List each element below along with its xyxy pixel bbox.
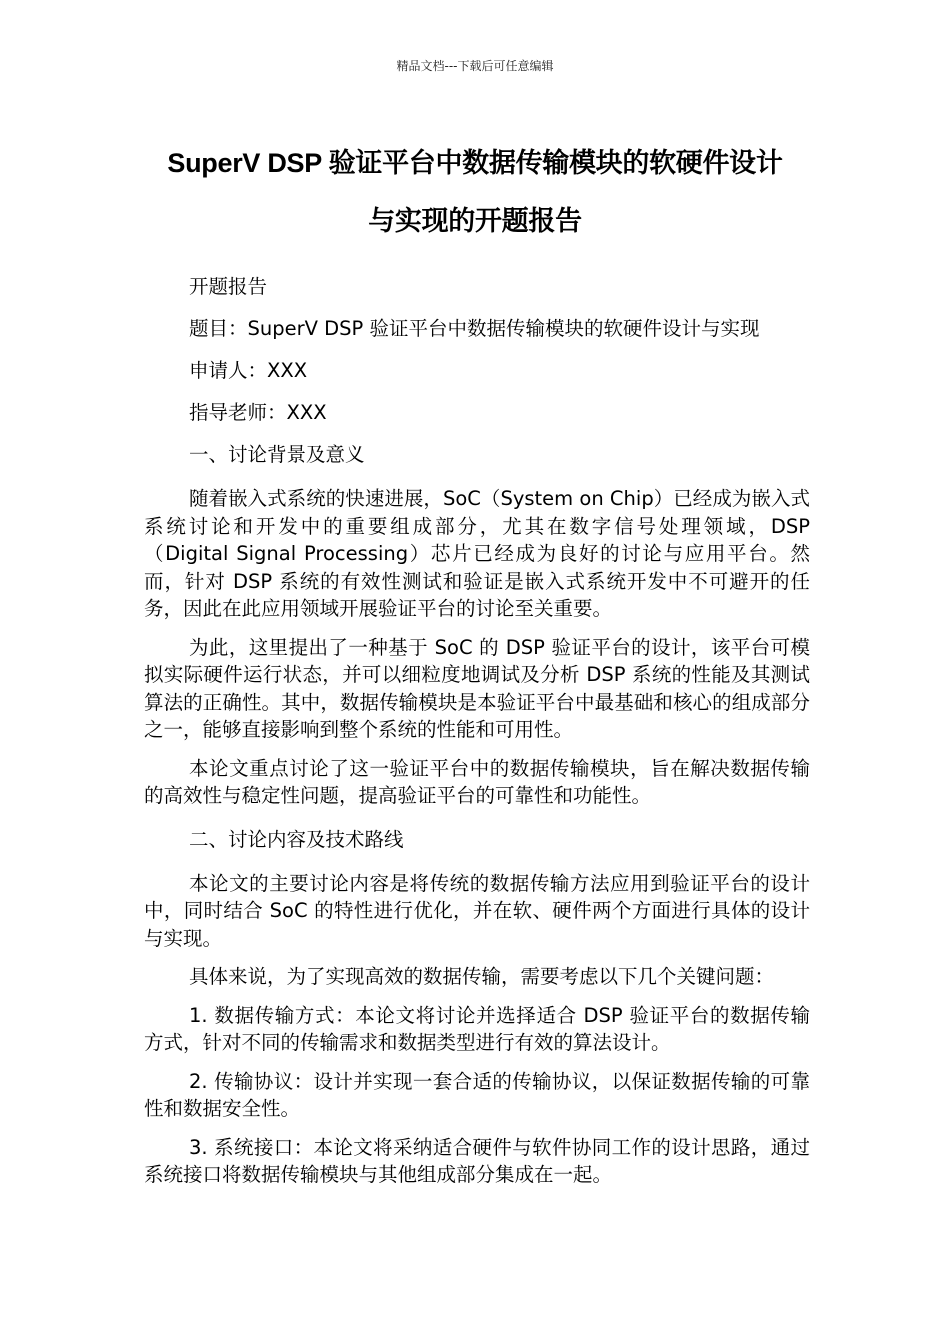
paragraph: 为此，这里提出了一种基于 SoC 的 DSP 验证平台的设计，该平台可模拟实际硬件运行状态，并可以细粒度地调试及分析 DSP 系统的性能及其测试算法的正确性。其中，数据传输模块是本验证平台中最基础和核心的组成部分之一，能够直接影响到整个系统的性能和可用性。 — [144, 635, 810, 741]
title-line-1: SuperV DSP 验证平台中数据传输模块的软硬件设计 — [167, 148, 783, 178]
applicant-line: 申请人：XXX — [189, 359, 308, 382]
title-line-2: 与实现的开题报告 — [368, 206, 582, 236]
report-label: 开题报告 — [189, 275, 268, 298]
paragraph: 随着嵌入式系统的快速进展，SoC（System on Chip）已经成为嵌入式系统讨论和开发中的重要组成部分，尤其在数字信号处理领域，DSP（Digital Signal Processing）芯片已经成为良好的讨论与应用平台。然而，针对 DSP 系统的有效性测试和验证是嵌入式系统开发中不可避开的任务，因此在此应用领域开展验证平台的讨论至关重要。 — [144, 487, 810, 620]
topic-line: 题目：SuperV DSP 验证平台中数据传输模块的软硬件设计与实现 — [189, 317, 760, 340]
list-item: 2. 传输协议：设计并实现一套合适的传输协议，以保证数据传输的可靠性和数据安全性。 — [144, 1069, 810, 1120]
paragraph: 本论文的主要讨论内容是将传统的数据传输方法应用到验证平台的设计中，同时结合 SoC 的特性进行优化，并在软、硬件两个方面进行具体的设计与实现。 — [144, 871, 810, 950]
header-note: 精品文档---下载后可任意编辑 — [396, 59, 554, 73]
list-item: 3. 系统接口：本论文将采纳适合硬件与软件协同工作的设计思路，通过系统接口将数据传输模块与其他组成部分集成在一起。 — [144, 1135, 810, 1186]
document-body — [144, 268, 810, 1200]
section-2-heading: 二、讨论内容及技术路线 — [189, 827, 404, 851]
advisor-line: 指导老师：XXX — [189, 401, 327, 424]
list-item: 1. 数据传输方式：本论文将讨论并选择适合 DSP 验证平台的数据传输方式，针对不同的传输需求和数据类型进行有效的算法设计。 — [144, 1003, 810, 1054]
document-title — [120, 134, 830, 250]
paragraph: 具体来说，为了实现高效的数据传输，需要考虑以下几个关键问题： — [189, 965, 775, 988]
paragraph: 本论文重点讨论了这一验证平台中的数据传输模块，旨在解决数据传输的高效性与稳定性问题，提高验证平台的可靠性和功能性。 — [144, 756, 810, 807]
section-1-heading: 一、讨论背景及意义 — [189, 443, 365, 466]
